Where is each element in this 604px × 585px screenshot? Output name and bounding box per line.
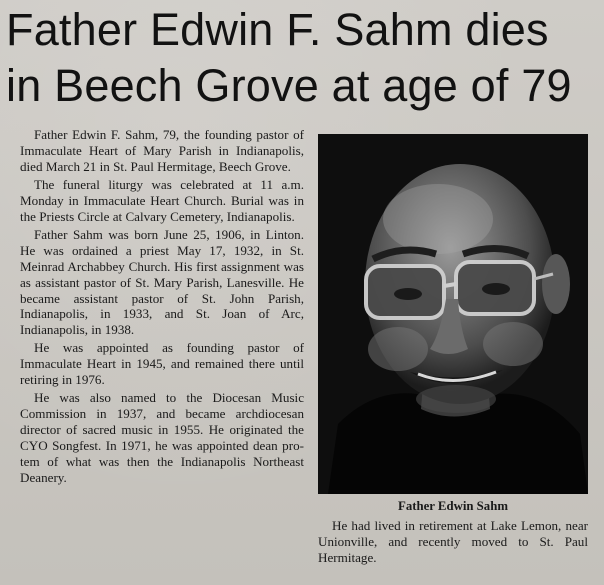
headline-line-1: Father Edwin F. Sahm dies — [6, 4, 549, 55]
headline-line-2: in Beech Grove at age of 79 — [6, 60, 572, 111]
headline — [6, 2, 598, 114]
article-paragraph: He had lived in retirement at Lake Lemon, near Unionville, and recently moved to St. Paul Hermitage. — [318, 518, 588, 565]
article-paragraph: He was appointed as founding pastor of Immaculate Heart in 1945, and remained there until retiring in 1976. — [20, 340, 304, 388]
article-paragraph: Father Edwin F. Sahm, 79, the founding pastor of Immaculate Heart of Mary Parish in Indianapolis, died March 21 in St. Paul Hermitage, Beech Grove. — [20, 127, 304, 174]
article-body — [20, 127, 304, 488]
article-paragraph: He was also named to the Diocesan Music Commission in 1937, and became archdiocesan director of sacred music in 1955. He originated the CYO Songfest. In 1971, he was appointed dean pro-tem of what was then the Indianapolis Northeast Deanery. — [20, 390, 304, 486]
photo-caption: Father Edwin Sahm — [398, 499, 508, 513]
article-paragraph: The funeral liturgy was celebrated at 11 a.m. Monday in Immaculate Heart Church. Burial was in the Priests Circle at Calvary Cemetery, Indianapolis. — [20, 176, 304, 224]
portrait-image — [318, 134, 588, 494]
article-continuation — [318, 518, 588, 566]
portrait-photo — [318, 134, 588, 494]
article-paragraph: Father Sahm was born June 25, 1906, in Linton. He was ordained a priest May 17, 1932, in St. Meinrad Archabbey Church. His first assignment was as assistant pastor of St. Mary Parish, Lanesville. He became assistant pastor of St. John Parish, Indianapolis, in 1933, and St. Joan of Arc, Indianapolis, in 1938. — [20, 226, 304, 338]
